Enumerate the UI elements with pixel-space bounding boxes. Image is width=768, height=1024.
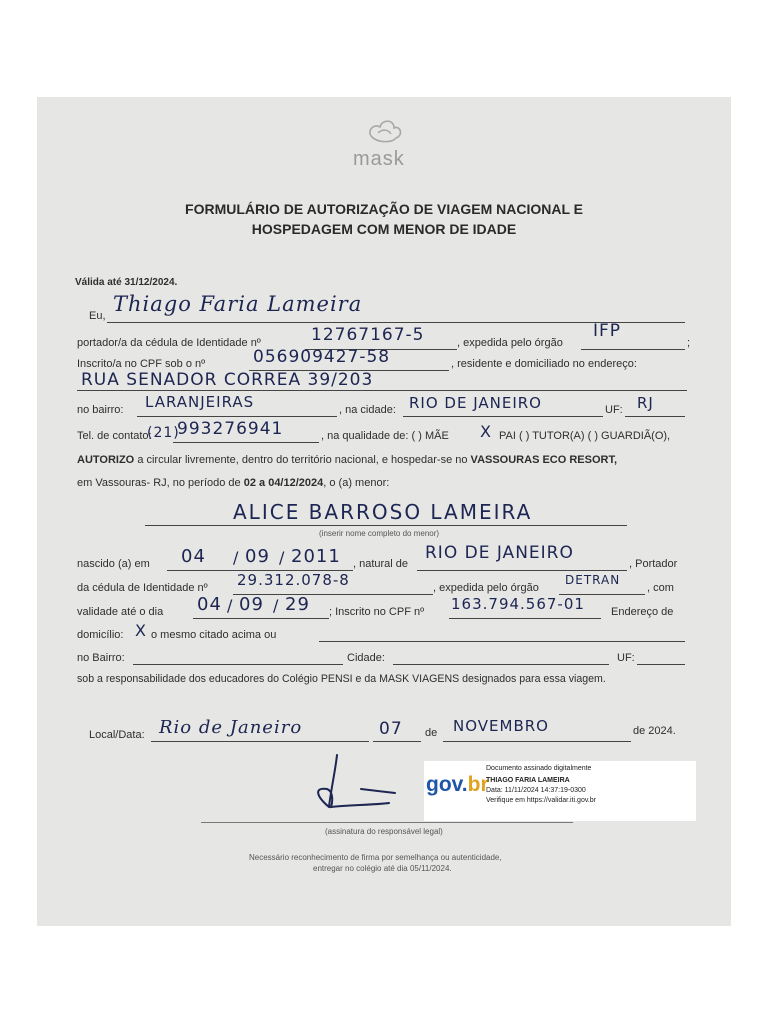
stamp-signer: THIAGO FARIA LAMEIRA: [486, 777, 570, 784]
validity-note: Válida até 31/12/2024.: [75, 277, 178, 288]
minor-rg: 29.312.078-8: [237, 571, 350, 589]
dob-day: 04: [181, 546, 206, 567]
minor-name-line: [145, 525, 627, 526]
dob-sep1: /: [233, 548, 240, 567]
cidade2-label: Cidade:: [347, 652, 385, 664]
local-line: [151, 741, 369, 742]
signature-icon: [287, 749, 427, 819]
validade-label: validade até o dia: [77, 606, 164, 618]
natural-label: , natural de: [353, 558, 409, 570]
tel-line: [173, 442, 319, 443]
parent-uf: RJ: [637, 394, 654, 412]
stamp-line1: Documento assinado digitalmente: [486, 765, 592, 772]
de-label: de: [425, 727, 438, 739]
form-title-line1: FORMULÁRIO DE AUTORIZAÇÃO DE VIAGEM NACIONAL E: [185, 201, 583, 217]
parent-cidade: RIO DE JANEIRO: [409, 394, 542, 412]
footer-line2: entregar no colégio até dia 05/11/2024.: [313, 864, 452, 873]
val-sep1: /: [227, 596, 234, 615]
brand-name: mask: [353, 148, 405, 170]
parent-tel: 993276941: [177, 419, 284, 439]
month-value: NOVEMBRO: [453, 717, 549, 735]
qualidade-label: , na qualidade de: ( ) MÃE: [321, 430, 449, 442]
minor-org: DETRAN: [565, 573, 621, 587]
govbr-logo-gov: gov.: [426, 773, 468, 796]
bairro2-label: no Bairro:: [77, 652, 125, 664]
bairro-line: [137, 416, 337, 417]
pai-mark: X: [480, 422, 492, 441]
minor-cpf: 163.794.567-01: [451, 595, 585, 613]
parent-cpf: 056909427-58: [253, 347, 391, 367]
org-line: [581, 349, 685, 350]
dob-month: 09: [245, 546, 270, 567]
minor-name: ALICE BARROSO LAMEIRA: [233, 500, 533, 524]
inscrito-label: Inscrito/a no CPF sob o nº: [77, 358, 206, 370]
other-address-line: [319, 641, 685, 642]
digital-signature-stamp: [424, 761, 696, 821]
autorizo-label: AUTORIZO: [77, 454, 135, 466]
form-page: [37, 97, 731, 926]
domicilio-label: domicílio:: [77, 629, 124, 641]
govbr-logo: [426, 773, 489, 797]
parent-org: IFP: [593, 321, 622, 341]
mask-logo-icon: [364, 115, 404, 149]
val-year: 29: [285, 594, 310, 615]
tel-ddd: (21): [147, 425, 180, 441]
expedida-label: , expedida pelo órgão: [457, 337, 563, 349]
bairro-label: no bairro:: [77, 404, 124, 416]
cidade-label: , na cidade:: [339, 404, 396, 416]
stamp-verify: Verifique em https://validar.iti.gov.br: [486, 797, 596, 804]
parent-bairro: LARANJEIRAS: [145, 393, 255, 411]
govbr-logo-br: br: [467, 773, 489, 796]
local-label: Local/Data:: [89, 729, 145, 741]
minor-natural: RIO DE JANEIRO: [425, 543, 574, 563]
semicolon: ;: [687, 337, 691, 349]
com-label: , com: [647, 582, 674, 594]
periodo-pre: em Vassouras- RJ, no período de: [77, 477, 241, 489]
year-label: de 2024.: [633, 725, 676, 737]
val-sep2: /: [273, 596, 280, 615]
endereco-label: Endereço de: [611, 606, 674, 618]
nascido-label: nascido (a) em: [77, 558, 150, 570]
dob-year: 2011: [291, 546, 341, 567]
cpf2-label: ; Inscrito no CPF nº: [329, 606, 425, 618]
responsabilidade-text: sob a responsabilidade dos educadores do Colégio PENSI e da MASK VIAGENS designados para essa viagem.: [77, 673, 606, 685]
val-month: 09: [239, 594, 264, 615]
val-day: 04: [197, 594, 222, 615]
uf-line: [625, 416, 685, 417]
periodo-post: , o (a) menor:: [323, 477, 390, 489]
signature-caption: (assinatura do responsável legal): [325, 827, 443, 836]
cedula-label: da cédula de Identidade nº: [77, 582, 208, 594]
validade-line: [193, 618, 329, 619]
uf-label: UF:: [605, 404, 623, 416]
portador-label: portador/a da cédula de Identidade nº: [77, 337, 261, 349]
cidade2-line: [393, 664, 609, 665]
minor-caption: (inserir nome completo do menor): [319, 529, 440, 538]
day-value: 07: [379, 719, 403, 739]
local-value: Rio de Janeiro: [159, 717, 303, 738]
pai-label: PAI ( ) TUTOR(A) ( ) GUARDIÃ(O),: [499, 430, 671, 442]
dob-sep2: /: [279, 548, 286, 567]
periodo-dates: 02 a 04/12/2024: [243, 477, 324, 489]
mesmo-label: o mesmo citado acima ou: [151, 629, 277, 641]
expedida2-label: , expedida pelo órgão: [433, 582, 539, 594]
domicilio-mark: X: [135, 621, 147, 640]
bairro2-line: [133, 664, 343, 665]
portador2-label: , Portador: [629, 558, 678, 570]
address-line: [77, 390, 687, 391]
residente-label: , residente e domiciliado no endereço:: [451, 358, 637, 370]
parent-address: RUA SENADOR CORREA 39/203: [81, 370, 374, 390]
parent-name: Thiago Faria Lameira: [113, 292, 363, 316]
eu-label: Eu,: [89, 310, 106, 322]
day-line: [373, 741, 421, 742]
natural-line: [417, 570, 627, 571]
minor-cpf-line: [449, 618, 601, 619]
cidade-line: [403, 416, 603, 417]
month-line: [443, 741, 631, 742]
uf2-line: [637, 664, 685, 665]
stamp-date: Data: 11/11/2024 14:37:19-0300: [486, 787, 586, 794]
footer-line1: Necessário reconhecimento de firma por semelhança ou autenticidade,: [249, 853, 502, 862]
tel-label: Tel. de contato:: [77, 430, 152, 442]
resort-name: VASSOURAS ECO RESORT,: [470, 454, 618, 466]
uf2-label: UF:: [617, 652, 635, 664]
parent-rg: 12767167-5: [311, 325, 425, 345]
form-title-line2: HOSPEDAGEM COM MENOR DE IDADE: [251, 221, 517, 237]
signature-line: [201, 822, 573, 823]
autorizo-text: a circular livremente, dentro do território nacional, e hospedar-se no: [137, 454, 468, 466]
